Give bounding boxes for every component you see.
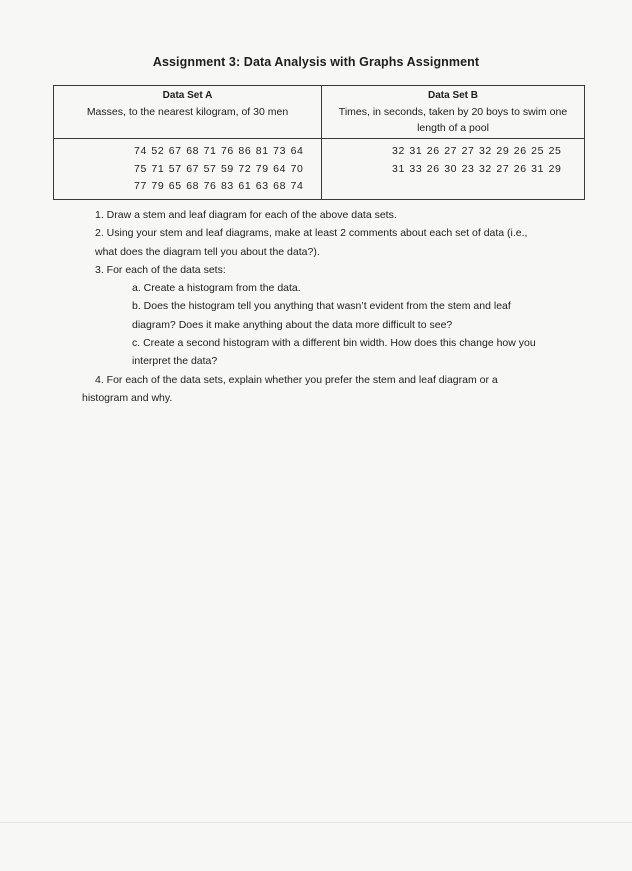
question-3b-line1: b. Does the histogram tell you anything that wasn’t evident from the stem and leaf bbox=[132, 300, 511, 313]
data-set-a-row: 75 71 57 67 57 59 72 79 64 70 bbox=[134, 162, 304, 175]
question-3c-line1: c. Create a second histogram with a different bin width. How does this change how you bbox=[132, 337, 536, 350]
data-set-b-description-line1: Times, in seconds, taken by 20 boys to swim one bbox=[338, 106, 568, 118]
scan-edge-divider bbox=[0, 822, 632, 823]
data-set-b-header bbox=[322, 86, 585, 139]
data-sets-table bbox=[53, 85, 585, 200]
question-3: 3. For each of the data sets: bbox=[95, 263, 226, 276]
question-2-line1: 2. Using your stem and leaf diagrams, make at least 2 comments about each set of data (i.e., bbox=[95, 227, 528, 240]
question-4-line2: histogram and why. bbox=[82, 391, 173, 404]
data-set-b-row: 32 31 26 27 27 32 29 26 25 25 bbox=[392, 145, 562, 157]
data-set-a-values bbox=[54, 139, 322, 200]
data-set-a-row: 74 52 67 68 71 76 86 81 73 64 bbox=[134, 145, 304, 157]
question-4-line1: 4. For each of the data sets, explain whether you prefer the stem and leaf diagram or a bbox=[95, 373, 498, 386]
data-set-b-values bbox=[322, 139, 585, 200]
question-1: 1. Draw a stem and leaf diagram for each of the above data sets. bbox=[95, 209, 397, 221]
data-set-a-description: Masses, to the nearest kilogram, of 30 men bbox=[86, 106, 289, 118]
table-header-row bbox=[54, 86, 585, 139]
table-data-row bbox=[54, 139, 585, 200]
question-3c-line2: interpret the data? bbox=[132, 355, 218, 368]
question-3b-line2: diagram? Does it make anything about the data more difficult to see? bbox=[132, 318, 453, 331]
data-set-a-row: 77 79 65 68 76 83 61 63 68 74 bbox=[134, 180, 304, 192]
data-set-b-row: 31 33 26 30 23 32 27 26 31 29 bbox=[392, 162, 562, 175]
question-2-line2: what does the diagram tell you about the data?). bbox=[95, 245, 320, 258]
data-set-b-name: Data Set B bbox=[427, 90, 478, 101]
data-set-a-header bbox=[54, 86, 322, 139]
question-3a: a. Create a histogram from the data. bbox=[132, 282, 301, 295]
page-title: Assignment 3: Data Analysis with Graphs Assignment bbox=[152, 55, 480, 69]
data-set-b-description-line2: length of a pool bbox=[417, 122, 489, 134]
question-list bbox=[82, 206, 585, 407]
data-set-a-name: Data Set A bbox=[162, 90, 213, 101]
